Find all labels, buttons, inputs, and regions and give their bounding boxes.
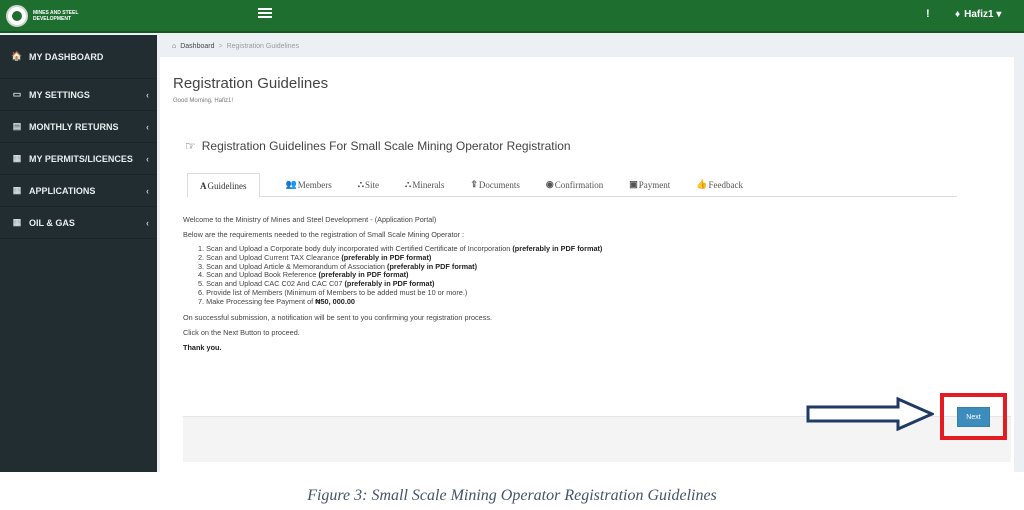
sidebar-item-permits[interactable]	[0, 143, 157, 175]
next-button[interactable]: Next	[957, 407, 990, 427]
tab-label: Minerals	[412, 179, 445, 190]
thumbs-up-icon: 👍	[696, 179, 708, 189]
menu-toggle-icon[interactable]	[258, 8, 272, 20]
chevron-left-icon: ‹	[146, 153, 149, 164]
guidelines-body	[183, 215, 983, 358]
sidebar-item-applications[interactable]	[0, 175, 157, 207]
user-name: Hafiz1 ▾	[964, 9, 1002, 20]
welcome-text: Welcome to the Ministry of Mines and Steel Development - (Application Portal)	[183, 215, 437, 224]
dashboard-icon: 🏠	[11, 51, 23, 61]
tab-documents[interactable]	[470, 172, 520, 197]
sidebar-item-label: MY SETTINGS	[29, 89, 90, 100]
list-item: 7. Make Processing fee Payment of ₦50, 000.00	[198, 296, 355, 306]
sitemap-icon: ⛬	[405, 179, 412, 189]
page-title: Registration Guidelines	[173, 75, 329, 92]
breadcrumb-separator: >	[218, 43, 223, 50]
tab-label: Feedback	[708, 179, 743, 190]
list-item: 1. Scan and Upload a Corporate body duly incorporated with Certified Certificate of Incorporation (preferably in PDF format)	[198, 244, 603, 253]
user-icon: ♦	[955, 9, 961, 20]
tab-label: Documents	[478, 179, 520, 190]
greeting-text: Good Morning, Hafiz1!	[173, 98, 234, 104]
sidebar-item-dashboard[interactable]	[0, 35, 157, 79]
sidebar-item-label: MY DASHBOARD	[29, 51, 104, 62]
breadcrumb-home[interactable]: Dashboard	[180, 43, 215, 50]
grid-icon: ▦	[12, 153, 22, 163]
top-navbar	[0, 0, 1024, 33]
intro-text: Below are the requirements needed to the registration of Small Scale Mining Operator :	[183, 230, 465, 239]
tab-minerals[interactable]	[405, 172, 444, 197]
list-item: 4. Scan and Upload Book Reference (preferably in PDF format)	[198, 270, 409, 280]
arrow-right-icon	[806, 397, 934, 431]
home-icon: ⌂	[172, 43, 177, 50]
font-icon: A	[200, 180, 207, 191]
monitor-icon: ▭	[12, 89, 22, 99]
sidebar-item-settings[interactable]	[0, 79, 157, 111]
tab-confirmation[interactable]	[546, 172, 603, 197]
sidebar-item-monthly-returns[interactable]	[0, 111, 157, 143]
ministry-logo[interactable]	[6, 5, 93, 27]
sidebar-item-label: MY PERMITS/LICENCES	[29, 153, 133, 164]
sidebar-item-label: MONTHLY RETURNS	[29, 121, 119, 132]
user-menu[interactable]	[955, 9, 1001, 20]
thanks-text: Thank you.	[183, 342, 222, 352]
chevron-left-icon: ‹	[146, 217, 149, 228]
calendar-icon: ▤	[12, 121, 22, 131]
tab-label: Members	[297, 179, 332, 190]
chevron-left-icon: ‹	[146, 89, 149, 100]
chevron-left-icon: ‹	[146, 121, 149, 132]
sidebar-item-label: APPLICATIONS	[29, 185, 96, 196]
proceed-text: Click on the Next Button to proceed.	[183, 327, 300, 337]
grid-icon: ▦	[12, 185, 22, 195]
grid-icon: ▦	[12, 217, 22, 227]
chevron-left-icon: ‹	[146, 185, 149, 196]
logo-line1: MINES AND STEEL	[33, 10, 79, 16]
users-icon: 👥	[285, 179, 297, 189]
sidebar-item-oil-gas[interactable]	[0, 207, 157, 239]
tab-site[interactable]	[358, 172, 379, 197]
coat-of-arms-icon	[6, 5, 28, 27]
list-item: 5. Scan and Upload CAC C02 And CAC C07 (preferably in PDF format)	[198, 279, 435, 289]
tab-payment[interactable]	[629, 172, 670, 197]
notification-icon[interactable]: !	[926, 8, 930, 20]
list-item: 3. Scan and Upload Article & Memorandum of Association (preferably in PDF format)	[198, 261, 478, 271]
money-icon: ▣	[629, 179, 638, 189]
requirements-list	[183, 245, 983, 307]
tab-guidelines[interactable]	[187, 173, 260, 198]
tab-label: Confirmation	[554, 179, 604, 190]
section-title	[185, 139, 571, 153]
tab-label: Guidelines	[207, 180, 247, 191]
tab-feedback[interactable]	[696, 172, 743, 197]
section-title-text: Registration Guidelines For Small Scale Mining Operator Registration	[201, 139, 571, 153]
breadcrumb	[172, 43, 299, 50]
list-item: 2. Scan and Upload Current TAX Clearance (preferably in PDF format)	[198, 252, 432, 262]
hand-pointer-icon: ☞	[185, 139, 196, 153]
upload-icon: ⇪	[470, 179, 478, 189]
wizard-tabs	[187, 172, 957, 197]
breadcrumb-current: Registration Guidelines	[226, 43, 299, 50]
tab-members[interactable]	[286, 172, 332, 197]
list-item: 6. Provide list of Members (Minimum of Members to be added must be 10 or more.)	[198, 287, 468, 297]
sidebar-item-label: OIL & GAS	[29, 217, 75, 228]
notice-text: On successful submission, a notification will be sent to you confirming your registration process.	[183, 312, 493, 322]
tab-label: Payment	[638, 179, 671, 190]
sidebar	[0, 35, 157, 472]
figure-caption: Figure 3: Small Scale Mining Operator Registration Guidelines	[307, 487, 717, 504]
sitemap-icon: ⛬	[357, 179, 365, 189]
logo-line2: DEVELOPMENT	[33, 16, 72, 22]
eye-icon: ◉	[545, 179, 554, 189]
tab-label: Site	[365, 179, 380, 190]
